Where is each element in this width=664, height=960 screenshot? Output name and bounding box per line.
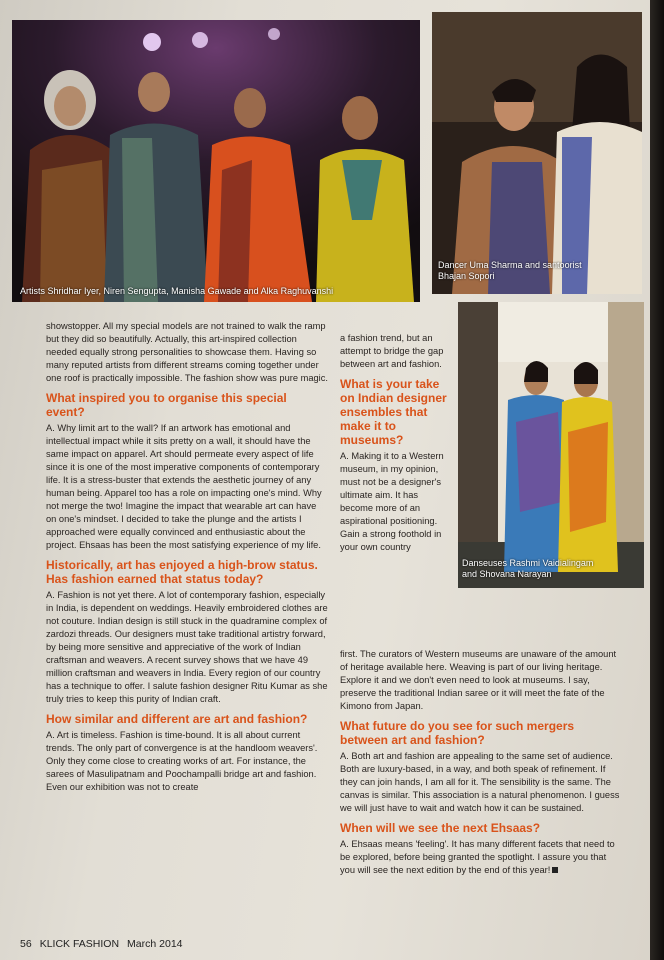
photo-artists bbox=[12, 20, 420, 302]
answer-next-ehsaas bbox=[340, 838, 620, 877]
page-number: 56 bbox=[20, 938, 32, 950]
answer-inspiration: A. Why limit art to the wall? If an artwork has emotional and intellectual impact while it sits pretty on a wall, it should have the same impact on apparel. Art should permeate every aspect of life since it is one of the most imperative components of contemporary life. It is a stress-buster that extends the aesthetic journey of any human being. Apparel too has a role on impacting one's mind. Why not merge the two! Imagine the impact that wearable art can have on one's mindset. I decided to take the plunge and the artists I approached were equally convinced and enthusiastic about the project. Ehsaas has been the most satisfying experience of my life. bbox=[46, 423, 322, 550]
question-high-brow: Historically, art has enjoyed a high-brow status. Has fashion earned that status today? bbox=[46, 558, 318, 586]
dancer-photo-image bbox=[432, 12, 642, 294]
caption-artists: Artists Shridhar Iyer, Niren Sengupta, Manisha Gawade and Alka Raghuvanshi bbox=[20, 286, 334, 296]
question-similar-different: How similar and different are art and fashion? bbox=[46, 712, 308, 726]
question-future: What future do you see for such mergers between art and fashion? bbox=[340, 719, 575, 747]
answer-museums: A. Making it to a Western museum, in my opinion, must not be a designer's ultimate aim. It has become more of an aspirational positioning. Gain a strong foothold in your own country bbox=[340, 451, 444, 552]
answer-high-brow: A. Fashion is not yet there. A lot of contemporary fashion, especially in India, is dependent on weddings. Heavily embroidered clothes are not couture. Indian design is still stuck in the quadramine complex of zardozi threads. Our designers must take traditional artistry forward, by being more sensitive and appreciative of the work of Indian craftsman and weavers. A recent survey shows that we have 49 million craftsman and weavers in India. Every region of our country has a technique to offer. I salute fashion designer Ritu Kumar as she truly tries to keep this purity of Indian craft. bbox=[46, 590, 328, 704]
intro-paragraph: showstopper. All my special models are not trained to walk the ramp but they did so beautifully. Actually, this art-inspired collection needed equally strong personalities to showcase them. Having so many reputed artists from different streams coming together under one roof is practically impossible. The fashion show was pure magic. bbox=[46, 321, 328, 383]
end-mark bbox=[552, 867, 558, 873]
question-next-ehsaas: When will we see the next Ehsaas? bbox=[340, 821, 541, 835]
issue-date: March 2014 bbox=[127, 938, 183, 950]
answer-future: A. Both art and fashion are appealing to the same set of audience. Both are luxury-based, in a way, and both speak of refinement. If they can join hands, I am all for it. The sensibility is the same. The canvas is similar. This association is a natural phenomenon. I guess we will just have to wait and watch how it can be sustained. bbox=[340, 751, 620, 813]
answer-similar-different: A. Art is timeless. Fashion is time-bound. It is all about current trends. The only part of convergence is at the handloom weavers'. Only they come close to creating works of art. For instance, the sarees of Masulipatnam and Poochampalli bridge art and fashion. Even our exhibition was not to create bbox=[46, 730, 318, 792]
artists-photo-image bbox=[12, 20, 420, 302]
question-museums: What is your take on Indian designer ensembles that make it to museums? bbox=[340, 377, 447, 447]
page-edge-shadow bbox=[650, 0, 664, 960]
article-right-column bbox=[340, 648, 620, 883]
article-left-column bbox=[46, 320, 328, 800]
magazine-name: KLICK FASHION bbox=[39, 938, 120, 950]
caption-danseuses: Danseuses Rashmi Vaidialingam and Shovana Narayan bbox=[462, 558, 594, 579]
photo-danseuses bbox=[458, 302, 644, 588]
article-middle-column bbox=[340, 332, 450, 560]
question-inspiration: What inspired you to organise this special event? bbox=[46, 391, 287, 419]
danseuses-photo-image bbox=[458, 302, 644, 588]
answer-next-ehsaas-text: A. Ehsaas means 'feeling'. It has many different facets that need to be explored, before being granted the spotlight. I assure you that you will see the next edition by the end of this year! bbox=[340, 839, 615, 875]
answer-museums-continued: first. The curators of Western museums are unaware of the amount of heritage available here. Weaving is part of our living heritage. Explore it and we don't even need to look at museums. I say, preserve the traditional Indian saree or it will meet the fate of the Kimono from Japan. bbox=[340, 649, 617, 711]
middle-intro-paragraph: a fashion trend, but an attempt to bridge the gap between art and fashion. bbox=[340, 333, 444, 369]
caption-dancer-santoorist: Dancer Uma Sharma and santoorist Bhajan Sopori bbox=[438, 260, 582, 281]
page-footer bbox=[20, 938, 191, 950]
photo-dancer-santoorist bbox=[432, 12, 642, 294]
